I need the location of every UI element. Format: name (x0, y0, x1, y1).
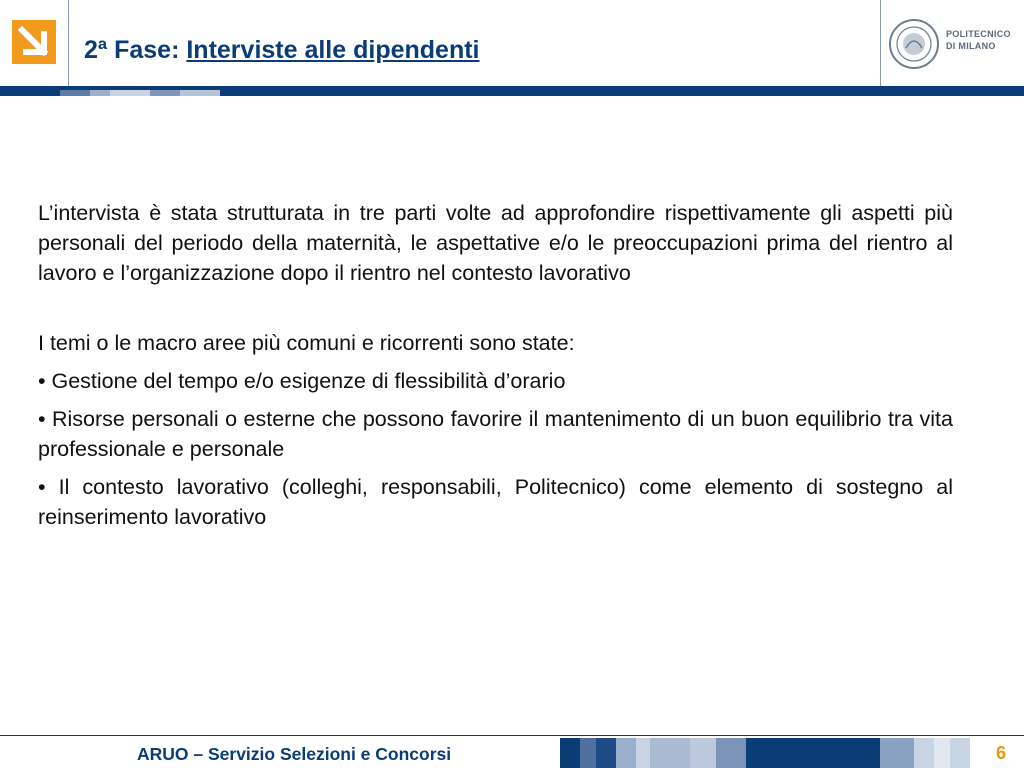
bullet-item: • Gestione del tempo e/o esigenze di flessibilità d’orario (38, 369, 566, 393)
arrow-down-right-icon (0, 0, 68, 86)
header-divider-left (68, 0, 69, 86)
header-divider-right (880, 0, 881, 86)
footer-title: ARUO – Servizio Selezioni e Concorsi (137, 744, 452, 764)
arrow-logo (0, 0, 68, 86)
title-main: Interviste alle dipendenti (186, 36, 480, 64)
bullet-item: • Il contesto lavorativo (colleghi, responsabili, Politecnico) come elemento di sostegno al reinserimento lavorativo (38, 475, 953, 529)
bullet-item: • Risorse personali o esterne che possono favorire il mantenimento di un buon equilibrio tra vita professionale e personale (38, 407, 953, 461)
page-number: 6 (996, 743, 1007, 763)
intro-paragraph: L’intervista è stata strutturata in tre parti volte ad approfondire rispettivamente gli aspetti più personali del periodo della maternità, le aspettative e/o le preoccupazioni prima del rientro al lavoro e l’organizzazione dopo il rientro nel contesto lavorativo (38, 201, 953, 285)
institution-line2: DI MILANO (946, 41, 996, 51)
slide-body (38, 198, 953, 540)
institution-name (946, 28, 1011, 52)
footer-divider (0, 735, 1024, 736)
header-band (0, 86, 1024, 96)
institution-line1: POLITECNICO (946, 29, 1011, 39)
page-title (84, 36, 480, 65)
footer-band (560, 738, 970, 768)
politecnico-seal-icon (888, 18, 940, 70)
title-prefix: 2ª Fase: (84, 36, 187, 64)
lead-sentence: I temi o le macro aree più comuni e ricorrenti sono state: (38, 331, 575, 355)
